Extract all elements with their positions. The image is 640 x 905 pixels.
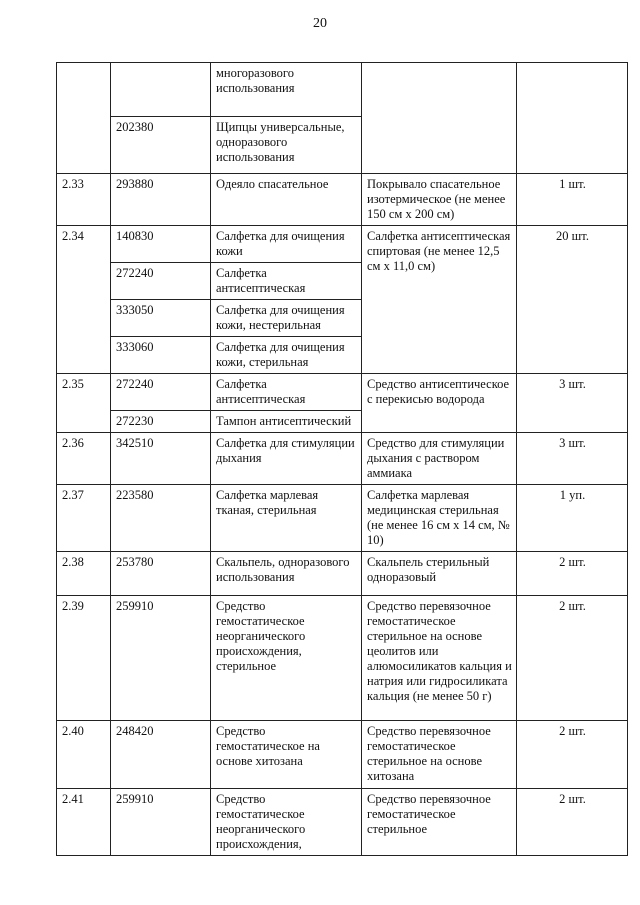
code-cell: 140830 bbox=[111, 226, 211, 263]
row-number-cell: 2.33 bbox=[57, 174, 111, 226]
row-number-cell: 2.34 bbox=[57, 226, 111, 374]
code-cell: 293880 bbox=[111, 174, 211, 226]
row-number-cell: 2.39 bbox=[57, 596, 111, 721]
code-cell bbox=[111, 63, 211, 117]
table-row bbox=[57, 433, 628, 485]
name-cell: Средство гемостатическое неорганического происхождения, bbox=[211, 789, 362, 856]
table-row bbox=[57, 552, 628, 596]
name-cell: Салфетка антисептическая bbox=[211, 374, 362, 411]
row-number-cell: 2.41 bbox=[57, 789, 111, 856]
name-cell: Скальпель, одноразового использования bbox=[211, 552, 362, 596]
requirement-cell bbox=[362, 63, 517, 174]
code-cell: 248420 bbox=[111, 721, 211, 789]
name-cell: Тампон антисептический bbox=[211, 411, 362, 433]
code-cell: 333060 bbox=[111, 337, 211, 374]
requirement-cell: Средство перевязочное гемостатическое стерильное bbox=[362, 789, 517, 856]
code-cell: 223580 bbox=[111, 485, 211, 552]
quantity-cell: 1 уп. bbox=[517, 485, 628, 552]
code-cell: 272230 bbox=[111, 411, 211, 433]
table-row bbox=[57, 485, 628, 552]
name-cell: Салфетка для стимуляции дыхания bbox=[211, 433, 362, 485]
requirement-cell: Средство антисептическое с перекисью водорода bbox=[362, 374, 517, 433]
requirement-cell: Скальпель стерильный одноразовый bbox=[362, 552, 517, 596]
row-number-cell bbox=[57, 63, 111, 174]
name-cell: Салфетка для очищения кожи, нестерильная bbox=[211, 300, 362, 337]
code-cell: 272240 bbox=[111, 263, 211, 300]
quantity-cell: 3 шт. bbox=[517, 433, 628, 485]
row-number-cell: 2.40 bbox=[57, 721, 111, 789]
table-row bbox=[57, 721, 628, 789]
code-cell: 202380 bbox=[111, 117, 211, 174]
name-cell: Щипцы универсальные, одноразового использования bbox=[211, 117, 362, 174]
requirement-cell: Покрывало спасательное изотермическое (не менее 150 см х 200 см) bbox=[362, 174, 517, 226]
name-cell: многоразового использования bbox=[211, 63, 362, 117]
name-cell: Салфетка антисептическая bbox=[211, 263, 362, 300]
name-cell: Средство гемостатическое на основе хитозана bbox=[211, 721, 362, 789]
quantity-cell: 3 шт. bbox=[517, 374, 628, 433]
code-cell: 259910 bbox=[111, 789, 211, 856]
code-cell: 253780 bbox=[111, 552, 211, 596]
quantity-cell: 2 шт. bbox=[517, 721, 628, 789]
code-cell: 333050 bbox=[111, 300, 211, 337]
requirement-cell: Средство для стимуляции дыхания с раствором аммиака bbox=[362, 433, 517, 485]
row-number-cell: 2.36 bbox=[57, 433, 111, 485]
code-cell: 342510 bbox=[111, 433, 211, 485]
requirement-cell: Средство перевязочное гемостатическое стерильное на основе хитозана bbox=[362, 721, 517, 789]
table-row bbox=[57, 596, 628, 721]
name-cell: Одеяло спасательное bbox=[211, 174, 362, 226]
name-cell: Салфетка марлевая тканая, стерильная bbox=[211, 485, 362, 552]
requirement-cell: Салфетка марлевая медицинская стерильная (не менее 16 см х 14 см, № 10) bbox=[362, 485, 517, 552]
name-cell: Салфетка для очищения кожи, стерильная bbox=[211, 337, 362, 374]
row-number-cell: 2.35 bbox=[57, 374, 111, 433]
row-number-cell: 2.38 bbox=[57, 552, 111, 596]
requirement-cell: Салфетка антисептическая спиртовая (не менее 12,5 см х 11,0 см) bbox=[362, 226, 517, 374]
code-cell: 259910 bbox=[111, 596, 211, 721]
quantity-cell: 1 шт. bbox=[517, 174, 628, 226]
quantity-cell: 20 шт. bbox=[517, 226, 628, 374]
quantity-cell: 2 шт. bbox=[517, 789, 628, 856]
table-row bbox=[57, 789, 628, 856]
equipment-table bbox=[56, 62, 628, 856]
table-row bbox=[57, 226, 628, 263]
row-number-cell: 2.37 bbox=[57, 485, 111, 552]
quantity-cell: 2 шт. bbox=[517, 552, 628, 596]
name-cell: Средство гемостатическое неорганического происхождения, стерильное bbox=[211, 596, 362, 721]
quantity-cell: 2 шт. bbox=[517, 596, 628, 721]
page-number: 20 bbox=[313, 16, 327, 31]
name-cell: Салфетка для очищения кожи bbox=[211, 226, 362, 263]
code-cell: 272240 bbox=[111, 374, 211, 411]
quantity-cell bbox=[517, 63, 628, 174]
requirement-cell: Средство перевязочное гемостатическое стерильное на основе цеолитов или алюмосиликатов кальция и натрия или гидросиликата кальция (не менее 50 г) bbox=[362, 596, 517, 721]
table-row bbox=[57, 374, 628, 411]
table-row bbox=[57, 174, 628, 226]
table-row bbox=[57, 63, 628, 117]
